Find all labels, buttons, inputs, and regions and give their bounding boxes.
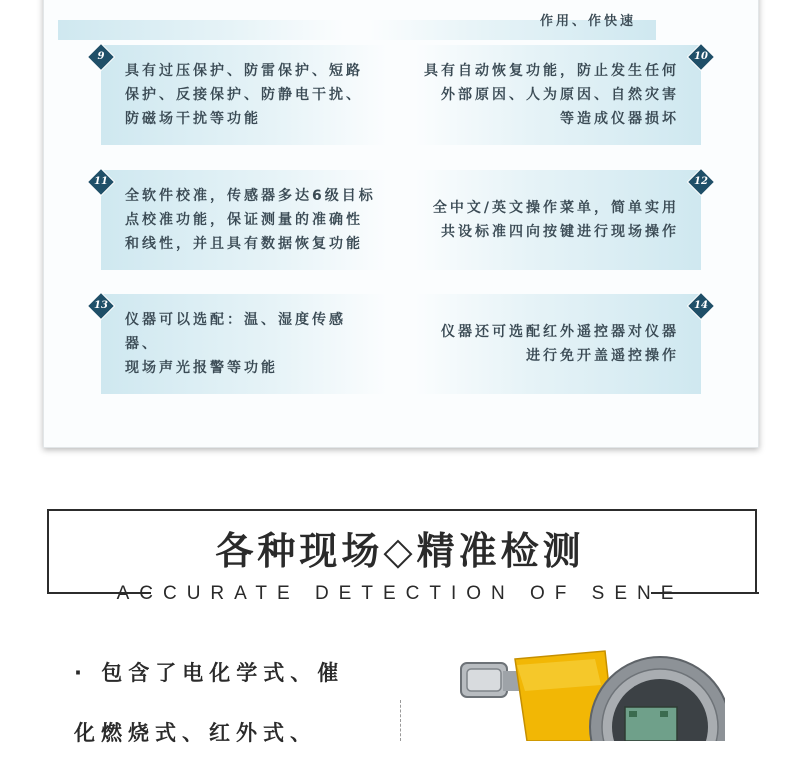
- feature-card-10: [415, 45, 701, 145]
- feature-card-11: [101, 170, 387, 270]
- display-housing-icon: [590, 657, 725, 741]
- feature-9-line-2: 保护、反接保护、防静电干扰、: [125, 87, 363, 103]
- gas-detector-image: [455, 645, 725, 741]
- feature-13-line-1: 仪器可以选配：温、湿度传感器、: [125, 312, 346, 352]
- feature-card-12: [415, 170, 701, 270]
- feature-11-number: 11: [94, 176, 108, 187]
- feature-11-line-3: 和线性，并且具有数据恢复功能: [125, 236, 363, 252]
- feature-14-line-1: 仪器还可选配红外遥控器对仪器: [441, 324, 679, 340]
- previous-feature-row: [58, 14, 656, 40]
- feature-card-9: [101, 45, 387, 145]
- feature-10-number: 10: [694, 51, 708, 62]
- detection-types-line-1: · 包含了电化学式、催: [74, 661, 345, 685]
- feature-12-line-2: 共设标准四向按键进行现场操作: [441, 224, 679, 240]
- feature-9-number: 9: [97, 51, 105, 62]
- section-subtitle: ACCURATE DETECTION OF SENE: [116, 583, 684, 604]
- feature-10-line-2: 外部原因、人为原因、自然灾害: [441, 87, 679, 103]
- feature-10-line-1: 具有自动恢复功能，防止发生任何: [424, 63, 679, 79]
- feature-10-line-3: 等造成仪器损坏: [560, 111, 679, 127]
- detection-types-line-2: 化燃烧式、红外式、: [74, 721, 317, 745]
- section-title: 各种现场◇精准检测: [215, 529, 585, 573]
- feature-card-13: [101, 294, 387, 394]
- feature-9-line-3: 防磁场干扰等功能: [125, 111, 261, 127]
- feature-11-line-1: 全软件校准，传感器多达6级目标: [125, 188, 376, 204]
- feature-11-line-2: 点校准功能，保证测量的准确性: [125, 212, 363, 228]
- feature-13-line-2: 现场声光报警等功能: [125, 360, 278, 376]
- feature-14-line-2: 进行免开盖遥控操作: [526, 348, 679, 364]
- feature-9-line-1: 具有过压保护、防雷保护、短路: [125, 63, 363, 79]
- previous-feature-text: 作用、作快速: [539, 14, 636, 29]
- threaded-inlet-icon: [461, 663, 519, 697]
- feature-12-line-1: 全中文/英文操作菜单，简单实用: [432, 200, 679, 216]
- detection-types-text: [74, 643, 374, 763]
- previous-feature-card-left: [58, 20, 344, 40]
- dashed-divider: [400, 700, 401, 741]
- feature-card-14: [415, 294, 701, 394]
- feature-13-number: 13: [94, 300, 108, 311]
- feature-14-number: 14: [694, 300, 708, 311]
- feature-12-number: 12: [694, 176, 708, 187]
